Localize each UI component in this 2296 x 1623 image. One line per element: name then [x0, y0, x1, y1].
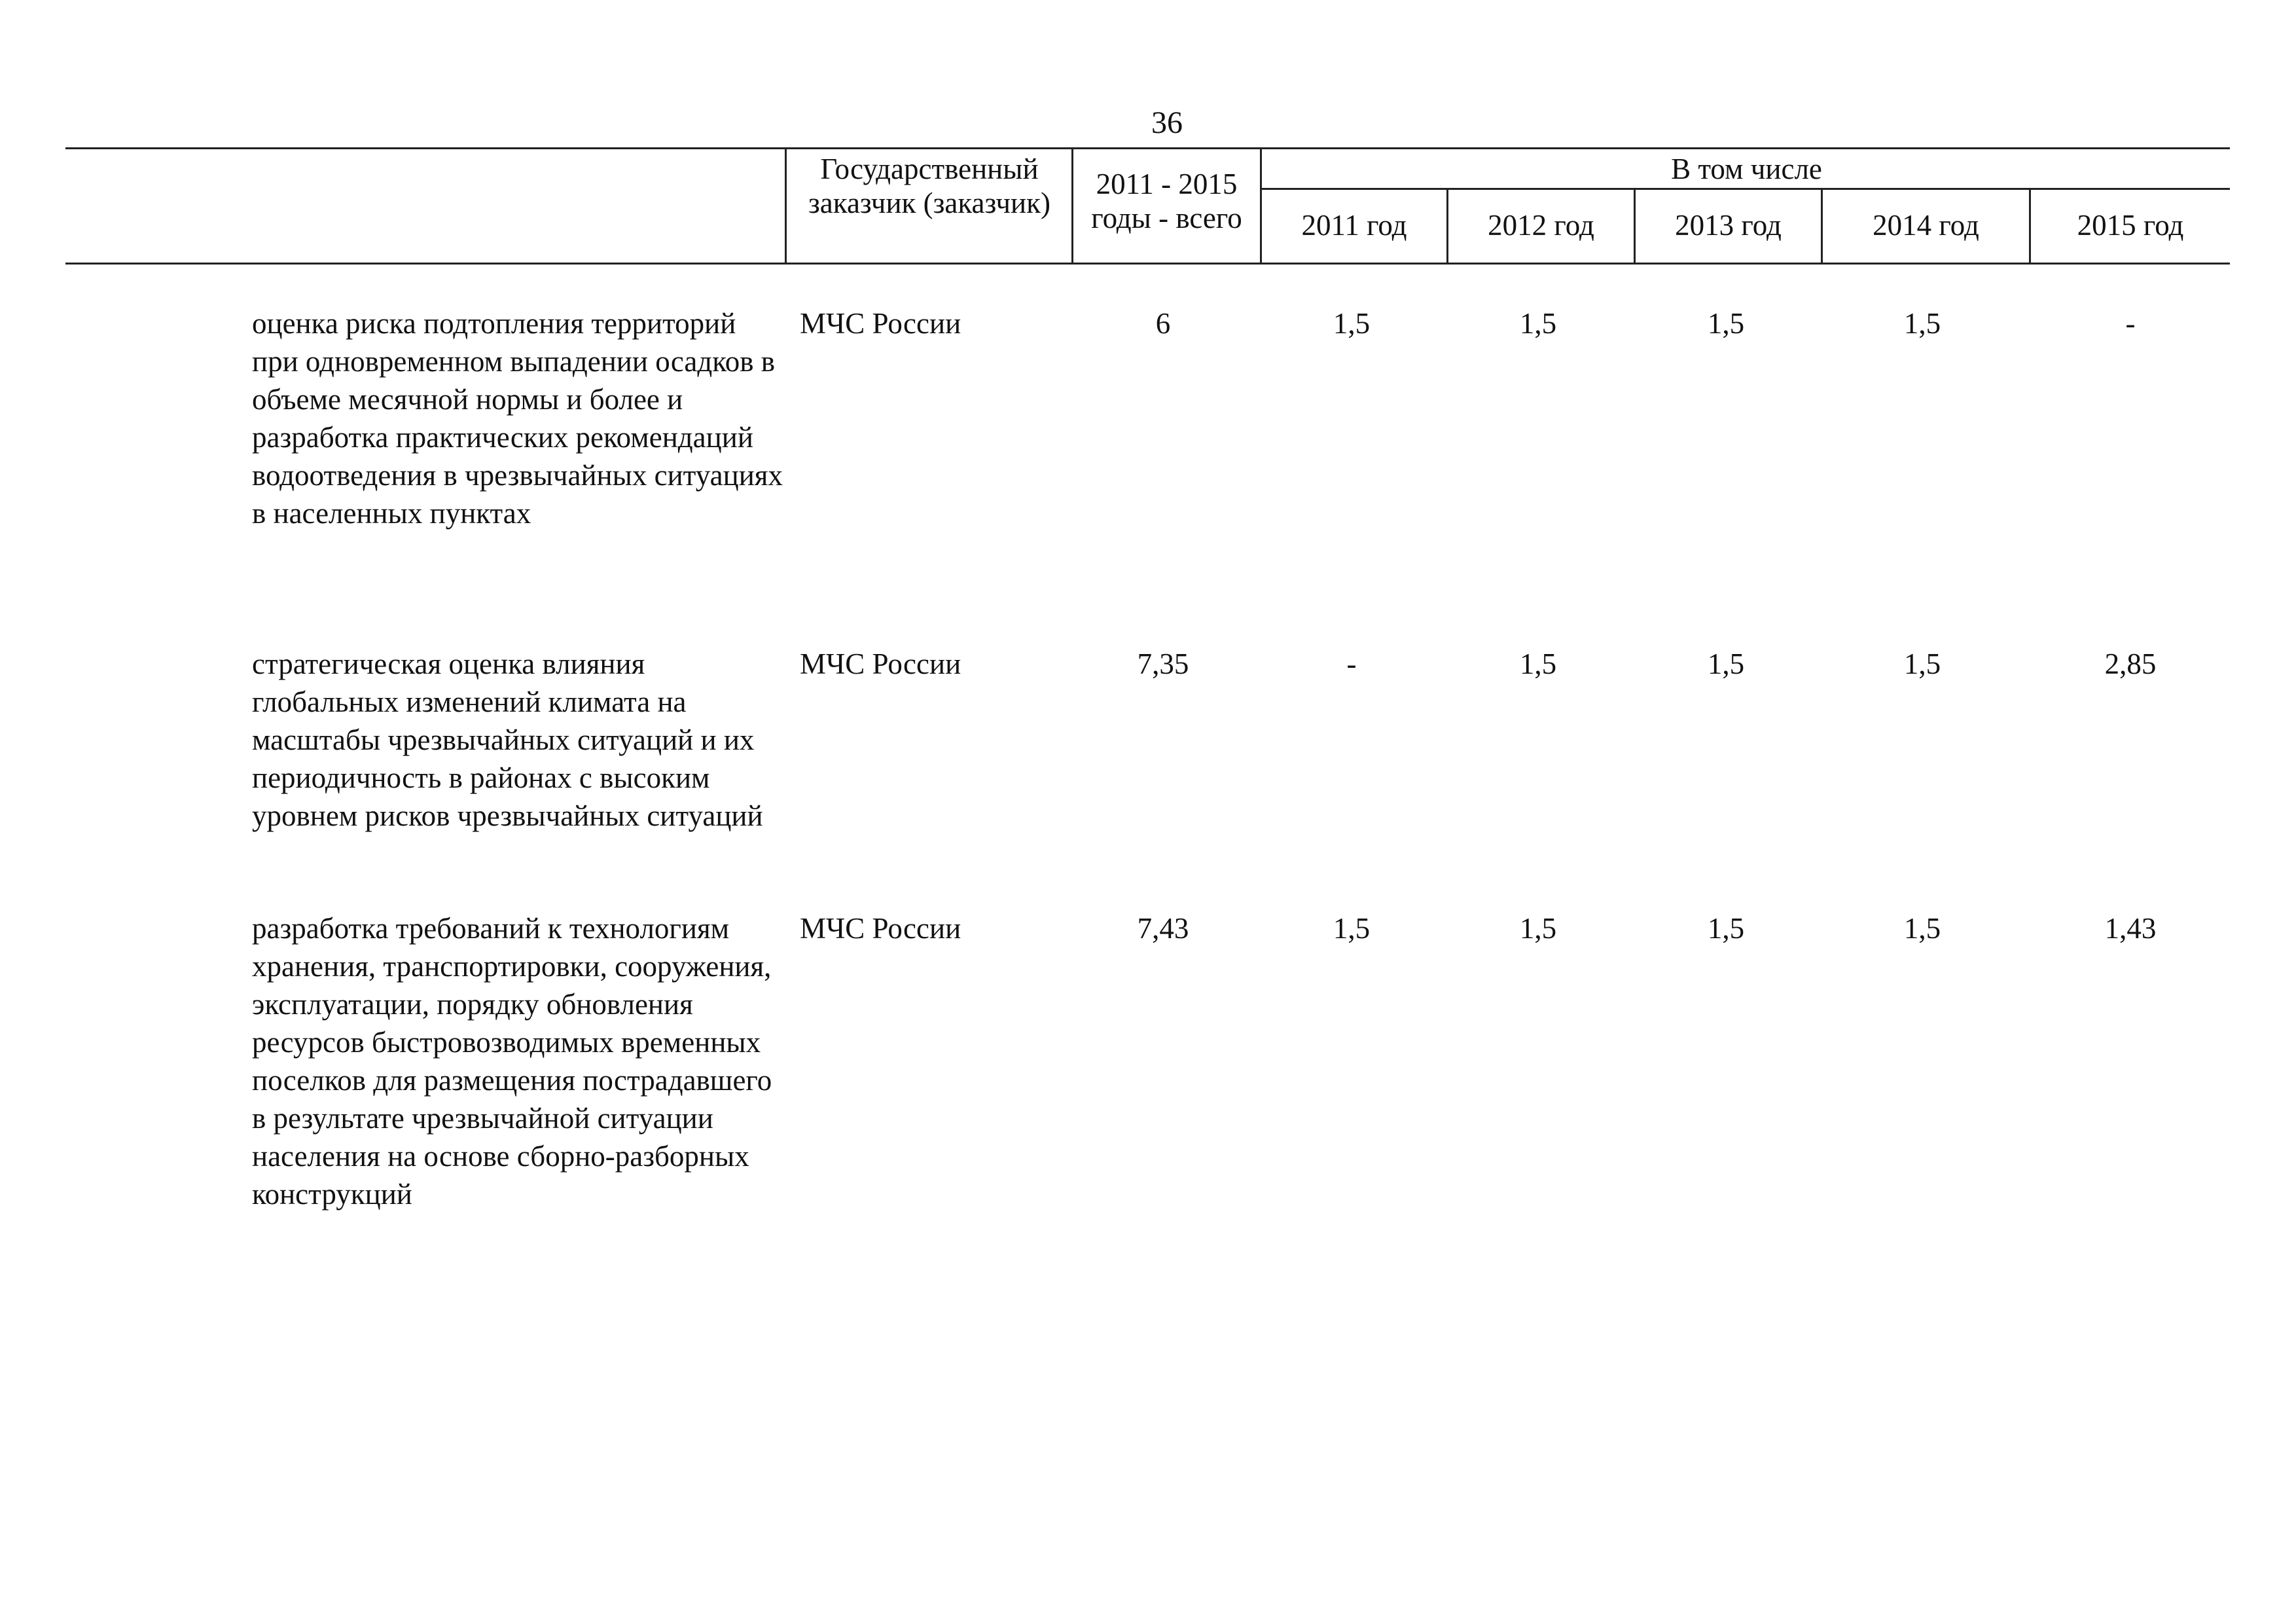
col-divider [1260, 147, 1262, 264]
header-total: 2011 - 2015 годы - всего [1091, 168, 1242, 234]
row-total: 6 [1155, 307, 1171, 340]
row-value-2015: 1,43 [2104, 912, 2157, 945]
row-value-2015: 2,85 [2104, 647, 2157, 680]
row-value-2014: 1,5 [1903, 912, 1941, 945]
row-customer: МЧС России [800, 307, 961, 340]
row-value-2014: 1,5 [1903, 647, 1941, 680]
page-number: 36 [1151, 105, 1183, 140]
row-value-2011: - [1346, 647, 1357, 680]
row-total: 7,43 [1137, 912, 1189, 945]
header-year-2013: 2013 год [1675, 209, 1782, 242]
table-top-rule [65, 147, 2230, 149]
header-year-2011: 2011 год [1301, 209, 1407, 242]
row-value-2013: 1,5 [1707, 307, 1745, 340]
col-divider [785, 147, 787, 264]
row-value-2013: 1,5 [1707, 647, 1745, 680]
row-value-2012: 1,5 [1519, 307, 1557, 340]
row-value-2013: 1,5 [1707, 912, 1745, 945]
row-value-2011: 1,5 [1333, 912, 1371, 945]
table-header-bottom-rule [65, 263, 2230, 264]
row-description: стратегическая оценка влияния глобальных изменений климата на масштабы чрезвычайных ситуаций и их периодичность в районах с высоким уровнем рисков чрезвычайных ситуаций [252, 647, 763, 832]
col-divider [1071, 147, 1073, 264]
row-value-2012: 1,5 [1519, 912, 1557, 945]
header-year-2015: 2015 год [2077, 209, 2184, 242]
row-value-2014: 1,5 [1903, 307, 1941, 340]
header-year-2012: 2012 год [1488, 209, 1594, 242]
row-customer: МЧС России [800, 647, 961, 680]
header-including: В том числе [1671, 153, 1822, 185]
row-total: 7,35 [1137, 647, 1189, 680]
row-value-2011: 1,5 [1333, 307, 1371, 340]
row-description: разработка требований к технологиям хранения, транспортировки, сооружения, эксплуатации, порядку обновления ресурсов быстровозводимых временных поселков для размещения пострадавшего в результате чрезвычайной ситуации населения на основе сборно-разборных конструкций [252, 912, 772, 1211]
row-customer: МЧС России [800, 912, 961, 945]
header-year-2014: 2014 год [1873, 209, 1979, 242]
subheader-rule [1260, 188, 2230, 190]
header-customer: Государственный заказчик (заказчик) [808, 153, 1050, 219]
row-description: оценка риска подтопления территорий при одновременном выпадении осадков в объеме месячной нормы и более и разработка практических рекомендаций водоотведения в чрезвычайных ситуациях в населенных пунктах [252, 307, 783, 530]
row-value-2015: - [2125, 307, 2136, 340]
row-value-2012: 1,5 [1519, 647, 1557, 680]
